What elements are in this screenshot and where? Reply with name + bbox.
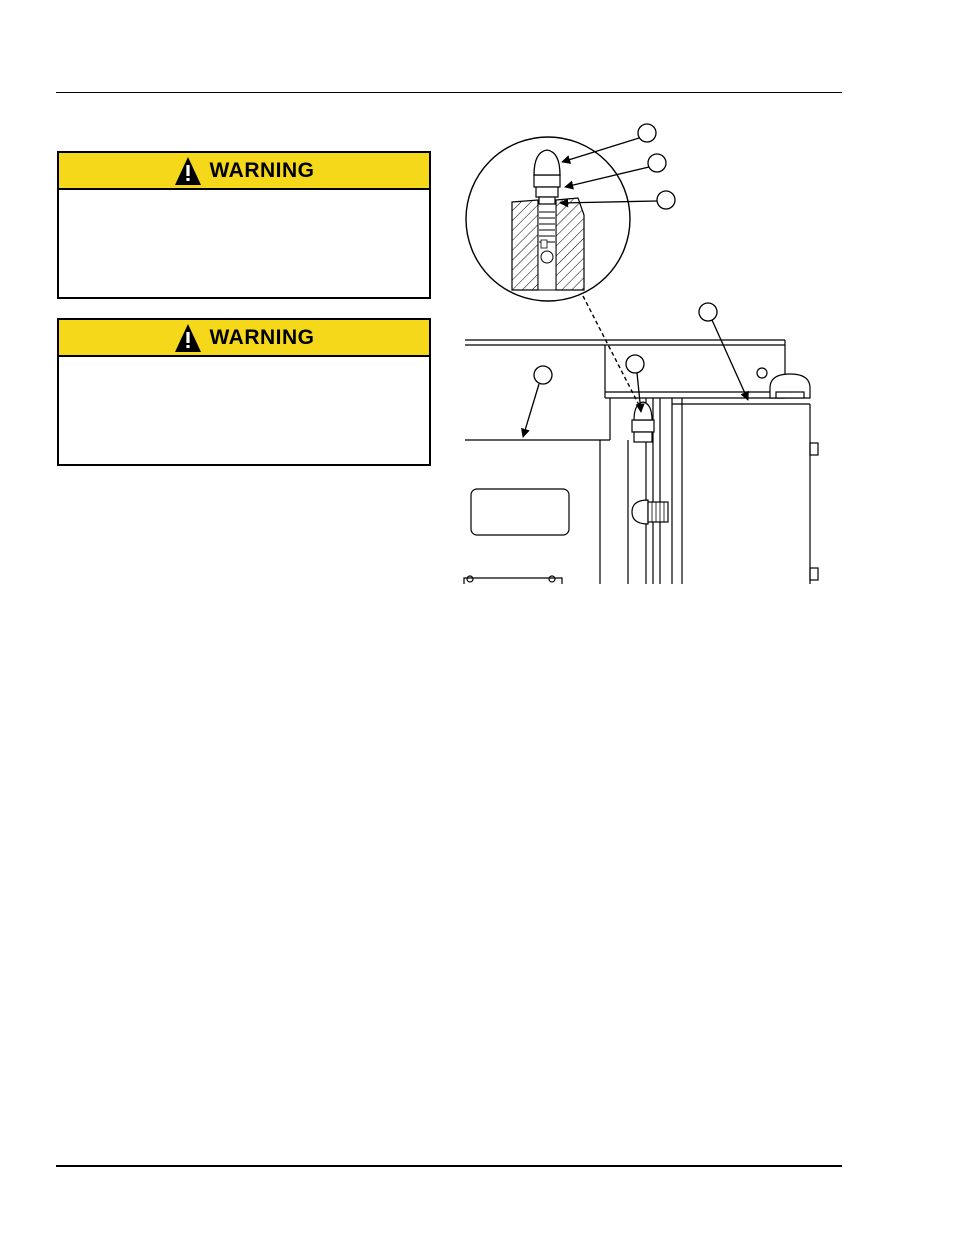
warning-header [59,153,429,190]
warning-box-2 [57,318,431,466]
warning-title: WARNING [209,158,315,182]
warning-title: WARNING [209,325,315,349]
exclamation-triangle-icon [174,156,202,186]
callout-6 [523,366,552,437]
warning-header [59,320,429,357]
detail-view [466,137,630,301]
warning-box-1 [57,151,431,299]
footer-rule [56,1165,842,1167]
callout-4 [699,303,748,400]
technical-illustration [462,118,842,588]
assembly-drawing [464,340,818,584]
exclamation-triangle-icon [174,323,202,353]
header-rule [56,92,842,93]
